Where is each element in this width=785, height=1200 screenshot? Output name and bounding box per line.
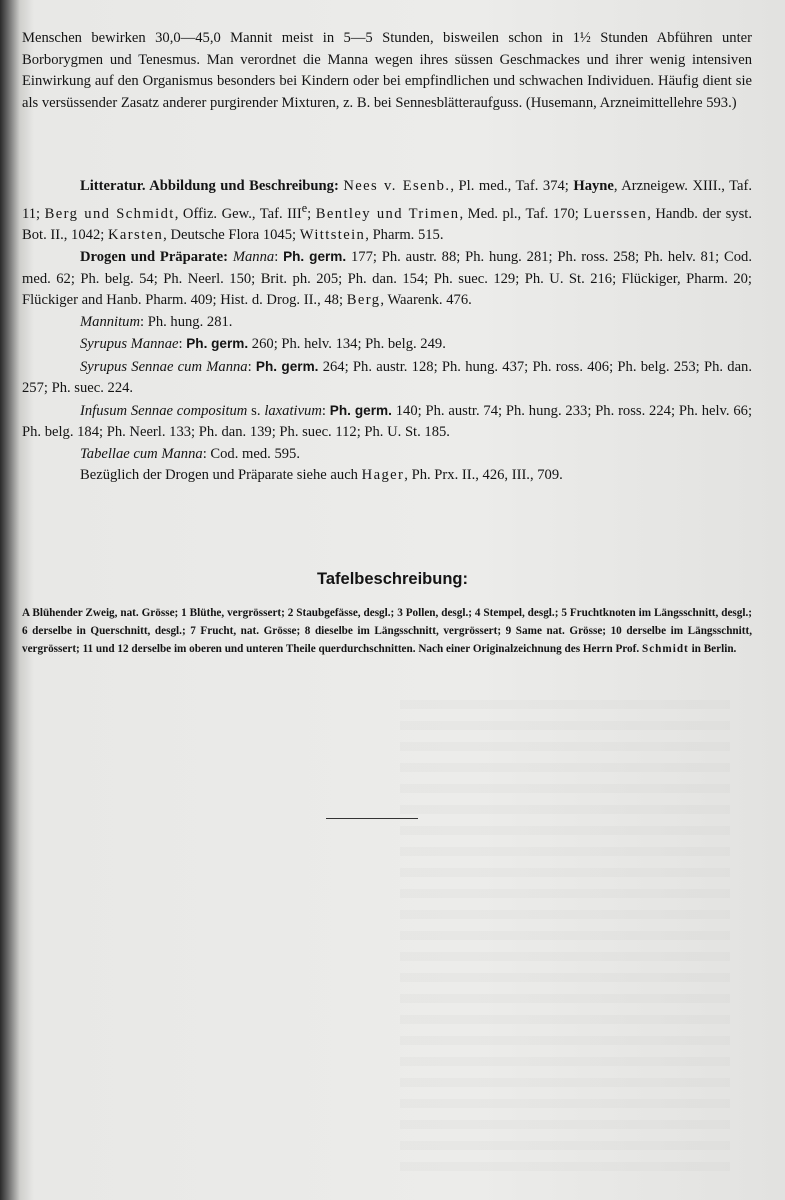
bleed-through-texture: [400, 700, 730, 1180]
drug-manna: Manna: [232, 249, 275, 266]
author-karsten: Karsten: [107, 226, 164, 243]
author-wittstein: Wittstein: [299, 226, 366, 243]
author-nees: Nees v. Esenb.: [343, 178, 451, 194]
author-berg-schmidt: Berg und Schmidt: [44, 205, 175, 222]
tafelbeschreibung-heading: Tafelbeschreibung:: [317, 570, 468, 588]
mannitum-line: Mannitum: Ph. hung. 281.: [80, 313, 233, 330]
syrupus-mannae-line: Syrupus Mannae: Ph. germ. 260; Ph. helv. 134; Ph. belg. 249.: [80, 336, 446, 353]
author-flueckiger: Flückiger: [621, 270, 677, 287]
syrupus-sennae-paragraph: Syrupus Sennae cum Manna: Ph. germ. 264; Ph. austr. 128; Ph. hung. 437; Ph. ross. 406; Ph. belg. 253; Ph. dan. 257; Ph. suec. 224.: [22, 358, 752, 397]
litteratur-paragraph: Litteratur. Abbildung und Beschreibung: Nees v. Esenb., Pl. med., Taf. 374; Hayne, Arzneigew. XIII., Taf. 11; Berg und Schmidt, Offiz. Gew., Taf. IIIe; Bentley und Trimen, Med. pl., Taf. 170; Luerssen, Handb. der syst. Bot. II., 1042; Karsten, Deutsche Flora 1045; Wittstein, Pharm. 515.: [22, 178, 752, 243]
paragraph-manna-effects: Menschen bewirken 30,0—45,0 Mannit meist in 5—5 Stunden, bisweilen schon in 1½ Stunden Abführen unter Borborygmen und Tenesmus. Man verordnet die Manna wegen ihres süssen Geschmackes und ihrer wenig intensiven Einwirkung auf den Organismus besonders bei Kindern oder bei empfindlichen und schwachen Individuen. Häufig dient sie als versüssender Zasatz anderer purgirender Mixturen, z. B. bei Sennesblätteraufguss. (Husemann, Arzneimittellehre 593.): [22, 30, 752, 111]
drogen-label: Drogen und Präparate:: [80, 249, 228, 266]
references-section: [22, 176, 752, 487]
author-luerssen: Luerssen: [583, 205, 648, 222]
litteratur-label: Litteratur. Abbildung und Beschreibung:: [80, 178, 339, 194]
plate-caption: A Blühender Zweig, nat. Grösse; 1 Blüthe, vergrössert; 2 Staubgefässe, desgl.; 3 Pollen, desgl.; 4 Stempel, desgl.; 5 Fruchtknoten im Längsschnitt, desgl.; 6 derselbe in Querschnitt, desgl.; 7 Frucht, nat. Grösse; 8 dieselbe im Längsschnitt, vergrössert; 9 Same nat. Grösse; 10 derselbe im Längsschnitt, vergrössert; 11 und 12 derselbe im oberen und unteren Theile querdurchschnitten. Nach einer Originalzeichnung des Herrn Prof. Schmidt in Berlin.: [22, 607, 752, 655]
infusum-paragraph: Infusum Sennae compositum s. laxativum: Ph. germ. 140; Ph. austr. 74; Ph. hung. 233; Ph. ross. 224; Ph. helv. 66; Ph. belg. 184; Ph. Neerl. 133; Ph. dan. 139; Ph. suec. 112; Ph. U. St. 185.: [22, 402, 753, 441]
drogen-paragraph: Drogen und Präparate: Manna: Ph. germ. 177; Ph. austr. 88; Ph. hung. 281; Ph. ross. 258; Ph. helv. 81; Cod. med. 62; Ph. belg. 54; Ph. Neerl. 150; Brit. ph. 205; Ph. dan. 154; Ph. suec. 129; Ph. U. St. 216; Flückiger, Pharm. 20; Flückiger and Hanb. Pharm. 409; Hist. d. Drog. II., 48; Berg, Waarenk. 476.: [22, 249, 752, 309]
author-flueckiger-hanb: Flückiger and Hanb.: [22, 292, 142, 309]
section-divider: [326, 818, 418, 819]
ph-germ-label: Ph. germ.: [283, 249, 347, 265]
author-schmidt: Schmidt: [641, 643, 689, 655]
bezueglich-line: Bezüglich der Drogen und Präparate siehe auch Hager, Ph. Prx. II., 426, III., 709.: [80, 467, 563, 484]
author-hager: Hager: [361, 467, 405, 484]
author-hayne: Hayne: [573, 178, 614, 194]
author-berg: Berg: [346, 292, 381, 309]
author-bentley-trimen: Bentley und Trimen: [315, 205, 460, 222]
tabellae-line: Tabellae cum Manna: Cod. med. 595.: [80, 445, 300, 462]
